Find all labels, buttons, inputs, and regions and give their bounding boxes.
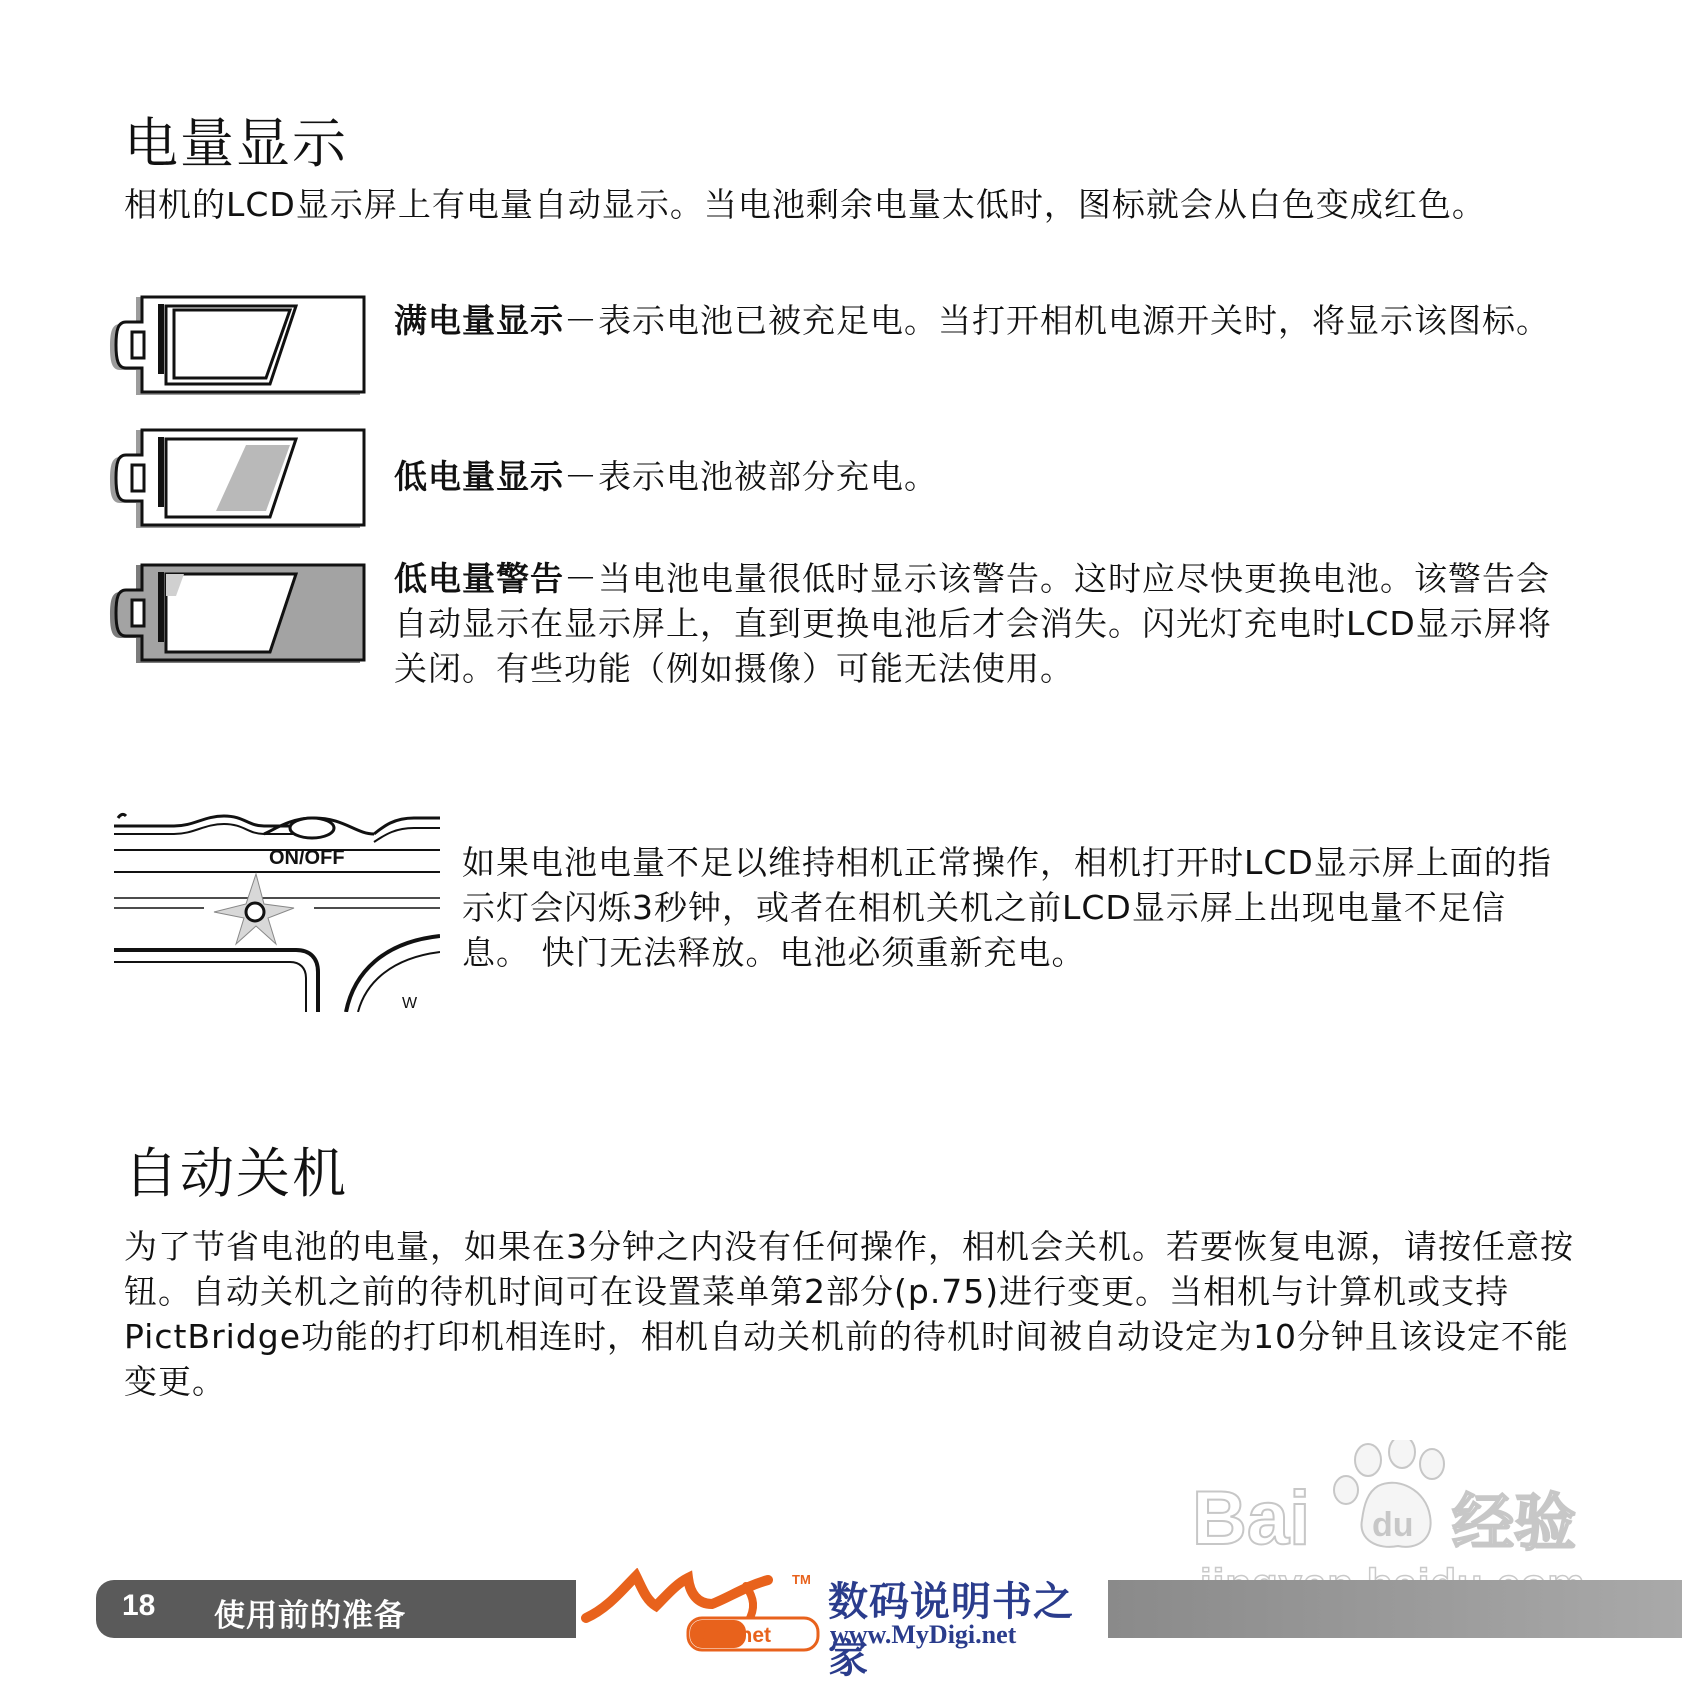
footer-bar (96, 1580, 576, 1638)
logo-badge: Digi.net (694, 1624, 771, 1647)
low-battery-warning-text: 如果电池电量不足以维持相机正常操作，相机打开时LCD显示屏上面的指示灯会闪烁3秒钟，或者在相机关机之前LCD显示屏上出现电量不足信息。 快门无法释放。电池必须重新充电。 (462, 843, 1552, 972)
logo-tm: TM (792, 1572, 811, 1587)
battery-warning-term: 低电量警告 (394, 559, 564, 598)
watermark-brand-latin: Bai (1192, 1476, 1311, 1560)
watermark-brand-du: du (1372, 1506, 1414, 1544)
battery-full-term: 满电量显示 (394, 301, 564, 340)
footer-section-name: 使用前的准备 (214, 1598, 406, 1634)
battery-warning-text: －当电池电量很低时显示该警告。这时应尽快更换电池。该警告会自动显示在显示屏上，直到更换电池后才会消失。闪光灯充电时LCD显示屏将关闭。有些功能（例如摄像）可能无法使用。 (394, 559, 1552, 688)
auto-power-off-text: 为了节省电池的电量，如果在3分钟之内没有任何操作，相机会关机。若要恢复电源，请按任意按钮。自动关机之前的待机时间可在设置菜单第2部分(p.75)进行变更。当相机与计算机或支持PictBridge功能的打印机相连时，相机自动关机前的待机时间被自动设定为10分钟且该设定不能变更。 (124, 1227, 1574, 1401)
battery-low-text: －表示电池被部分充电。 (564, 457, 938, 496)
battery-low-term: 低电量显示 (394, 457, 564, 496)
logo-url-text: www.MyDigi.net (830, 1620, 1017, 1649)
battery-full-desc (394, 298, 1574, 343)
footer-bar-right (1108, 1580, 1682, 1638)
on-off-label: ON/OFF (269, 847, 345, 869)
battery-low-icon (106, 425, 370, 535)
camera-top-illustration (114, 812, 440, 1012)
battery-low-desc (394, 454, 1574, 499)
battery-warning-icon (106, 560, 370, 670)
section-title-auto-power-off: 自动关机 (124, 1142, 348, 1205)
page-number: 18 (122, 1589, 156, 1622)
baidu-paw-logo-icon (1190, 1440, 1620, 1560)
indicator-light-flash-icon (214, 874, 294, 944)
mydigi-logo (578, 1568, 1108, 1682)
watermark-brand-cn: 经验 (1452, 1486, 1577, 1559)
section-title-battery: 电量显示 (124, 112, 348, 175)
battery-full-text: －表示电池已被充足电。当打开相机电源开关时，将显示该图标。 (564, 301, 1550, 340)
battery-warning-desc (394, 556, 1574, 691)
battery-full-icon (106, 292, 370, 402)
mydigi-swoosh-logo-icon (578, 1568, 828, 1654)
zoom-w-label: W (402, 995, 418, 1012)
battery-intro-text: 相机的LCD显示屏上有电量自动显示。当电池剩余电量太低时，图标就会从白色变成红色。 (124, 185, 1486, 224)
logo-cn-text: 数码说明书之家 (828, 1578, 1074, 1682)
